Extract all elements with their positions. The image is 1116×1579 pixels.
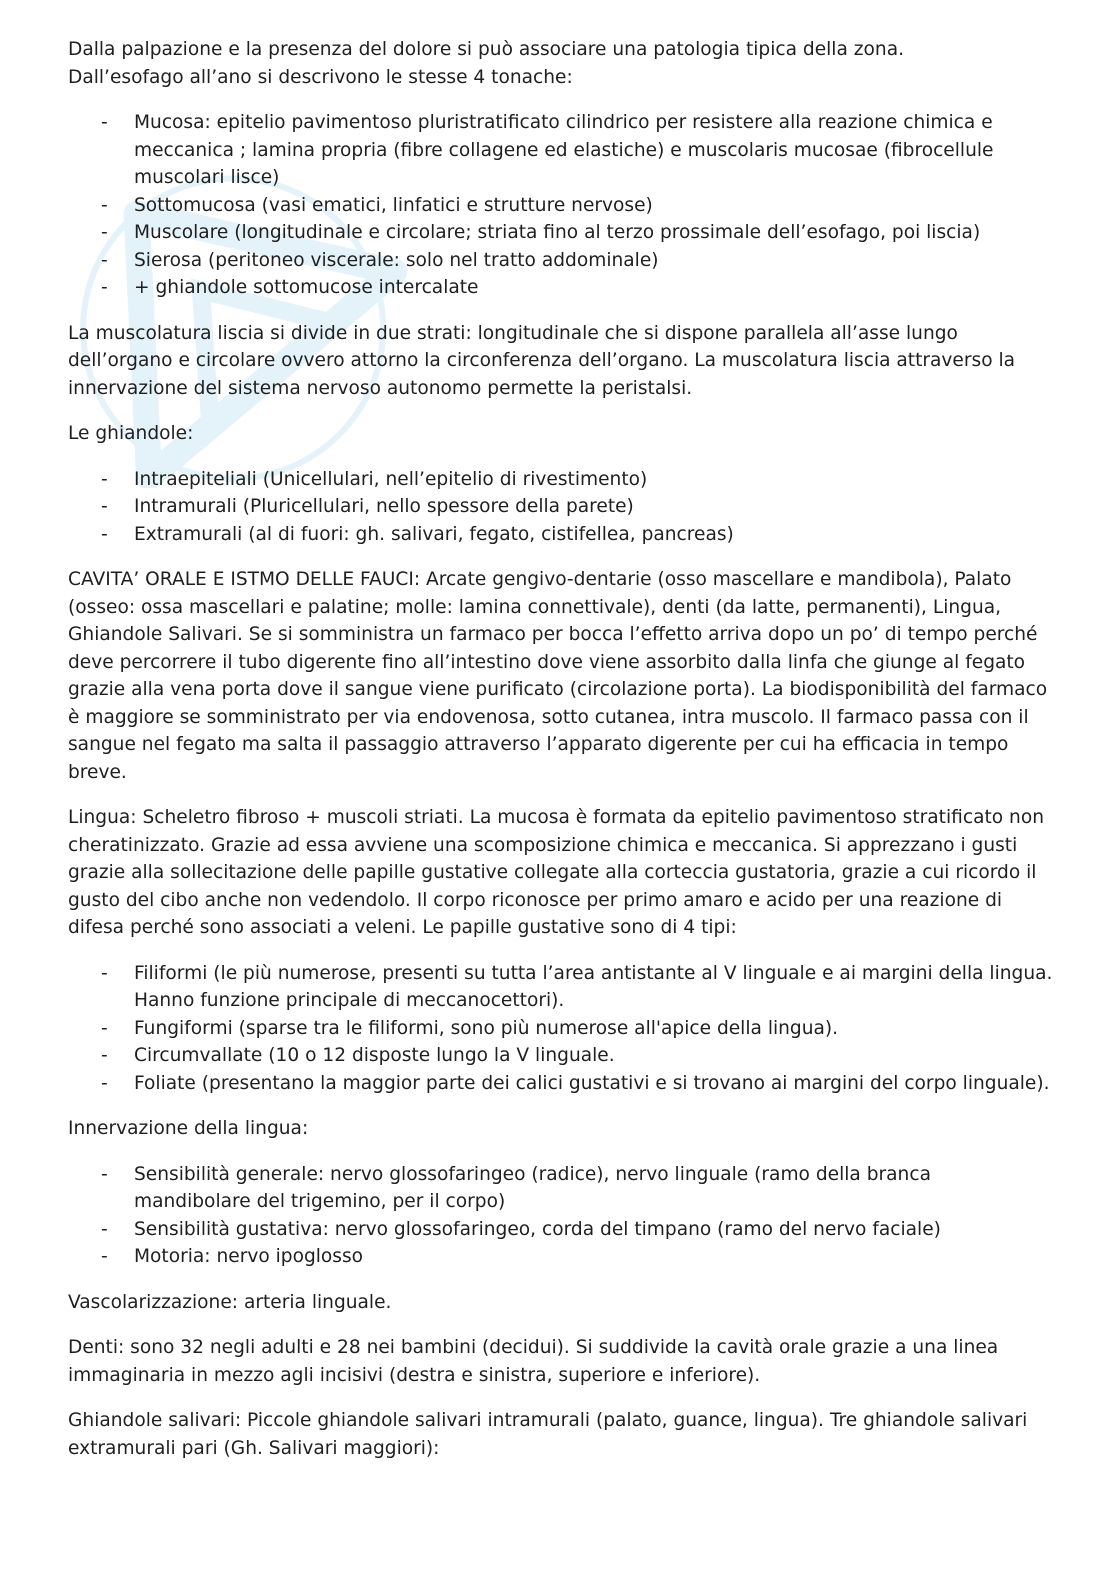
ghiandole-salivari-paragraph: Ghiandole salivari: Piccole ghiandole salivari intramurali (palato, guance, lingua). Tre ghiandole salivari extramurali pari (Gh. Salivari maggiori):: [68, 1410, 1028, 1459]
list-item: - + ghiandole sottomucose intercalate: [68, 274, 1053, 302]
list-item: - Motoria: nervo ipoglosso: [68, 1243, 1053, 1271]
list-item: - Extramurali (al di fuori: gh. salivari, fegato, cistifellea, pancreas): [68, 521, 1053, 549]
document-page: [68, 36, 1053, 1480]
list-item: - Intraepiteliali (Unicellulari, nell’epitelio di rivestimento): [68, 466, 1053, 494]
list-item: - Fungiformi (sparse tra le filiformi, sono più numerose all'apice della lingua).: [68, 1015, 1053, 1043]
lingua-paragraph: Lingua: Scheletro fibroso + muscoli striati. La mucosa è formata da epitelio pavimentoso stratificato non cheratinizzato. Grazie ad essa avviene una scomposizione chimica e meccanica. Si apprezzano i gusti grazie alla sollecitazione delle papille gustative collegate alla corteccia gustatoria, grazie a cui ricordo il gusto del cibo anche non vedendolo. Il corpo riconosce per primo amaro e acido per una reazione di difesa perché sono associati a veleni. Le papille gustative sono di 4 tipi:: [68, 807, 1044, 938]
list-item: - Sierosa (peritoneo viscerale: solo nel tratto addominale): [68, 247, 1053, 275]
innervazione-heading: Innervazione della lingua:: [68, 1118, 309, 1139]
muscolatura-paragraph: La muscolatura liscia si divide in due strati: longitudinale che si dispone parallela all’asse lungo dell’organo e circolare ovvero attorno la circonferenza dell’organo. La muscolatura liscia attraverso la innervazione del sistema nervoso autonomo permette la peristalsi.: [68, 322, 1016, 399]
list-item: - Sensibilità generale: nervo glossofaringeo (radice), nervo linguale (ramo della branca mandibolare del trigemino, per il corpo): [68, 1161, 1053, 1216]
list-item: - Intramurali (Pluricellulari, nello spessore della parete): [68, 493, 1053, 521]
innervazione-list: [68, 1161, 1053, 1271]
list-item: - Foliate (presentano la maggior parte dei calici gustativi e si trovano ai margini del corpo linguale).: [68, 1070, 1053, 1098]
tonache-list: [68, 109, 1053, 302]
list-item: - Sottomucosa (vasi ematici, linfatici e strutture nervose): [68, 192, 1053, 220]
list-item: - Mucosa: epitelio pavimentoso pluristratificato cilindrico per resistere alla reazione chimica e meccanica ; lamina propria (fibre collagene ed elastiche) e muscolaris mucosae (fibrocellule muscolari lisce): [68, 109, 1053, 192]
list-item: - Filiformi (le più numerose, presenti su tutta l’area antistante al V linguale e ai margini della lingua. Hanno funzione principale di meccanocettori).: [68, 960, 1053, 1015]
list-item: - Circumvallate (10 o 12 disposte lungo la V linguale.: [68, 1042, 1053, 1070]
intro-line-1: Dalla palpazione e la presenza del dolore si può associare una patologia tipica della zona.: [68, 39, 905, 60]
list-item: - Muscolare (longitudinale e circolare; striata fino al terzo prossimale dell’esofago, poi liscia): [68, 219, 1053, 247]
cavita-orale-paragraph: CAVITA’ ORALE E ISTMO DELLE FAUCI: Arcate gengivo-dentarie (osso mascellare e mandibola), Palato (osseo: ossa mascellari e palatine; molle: lamina connettivale), denti (da latte, permanenti), Lingua, Ghiandole Salivari. Se si somministra un farmaco per bocca l’effetto arriva dopo un po’ di tempo perché deve percorrere il tubo digerente fino all’intestino dove viene assorbito dalla linfa che giunge al fegato grazie alla vena porta dove il sangue viene purificato (circolazione porta). La biodisponibilità del farmaco è maggiore se somministrato per via endovenosa, sotto cutanea, intra muscolo. Il farmaco passa con il sangue nel fegato ma salta il passaggio attraverso l’apparato digerente per cui ha efficacia in tempo breve.: [68, 569, 1048, 783]
list-item: - Sensibilità gustativa: nervo glossofaringeo, corda del timpano (ramo del nervo faciale): [68, 1216, 1053, 1244]
intro-line-2: Dall’esofago all’ano si descrivono le stesse 4 tonache:: [68, 66, 573, 88]
vascolarizzazione-paragraph: Vascolarizzazione: arteria linguale.: [68, 1291, 392, 1313]
ghiandole-list: [68, 466, 1053, 549]
papille-list: [68, 960, 1053, 1098]
denti-paragraph: Denti: sono 32 negli adulti e 28 nei bambini (decidui). Si suddivide la cavità orale grazie a una linea immaginaria in mezzo agli incisivi (destra e sinistra, superiore e inferiore).: [68, 1337, 999, 1386]
ghiandole-heading: Le ghiandole:: [68, 423, 194, 444]
